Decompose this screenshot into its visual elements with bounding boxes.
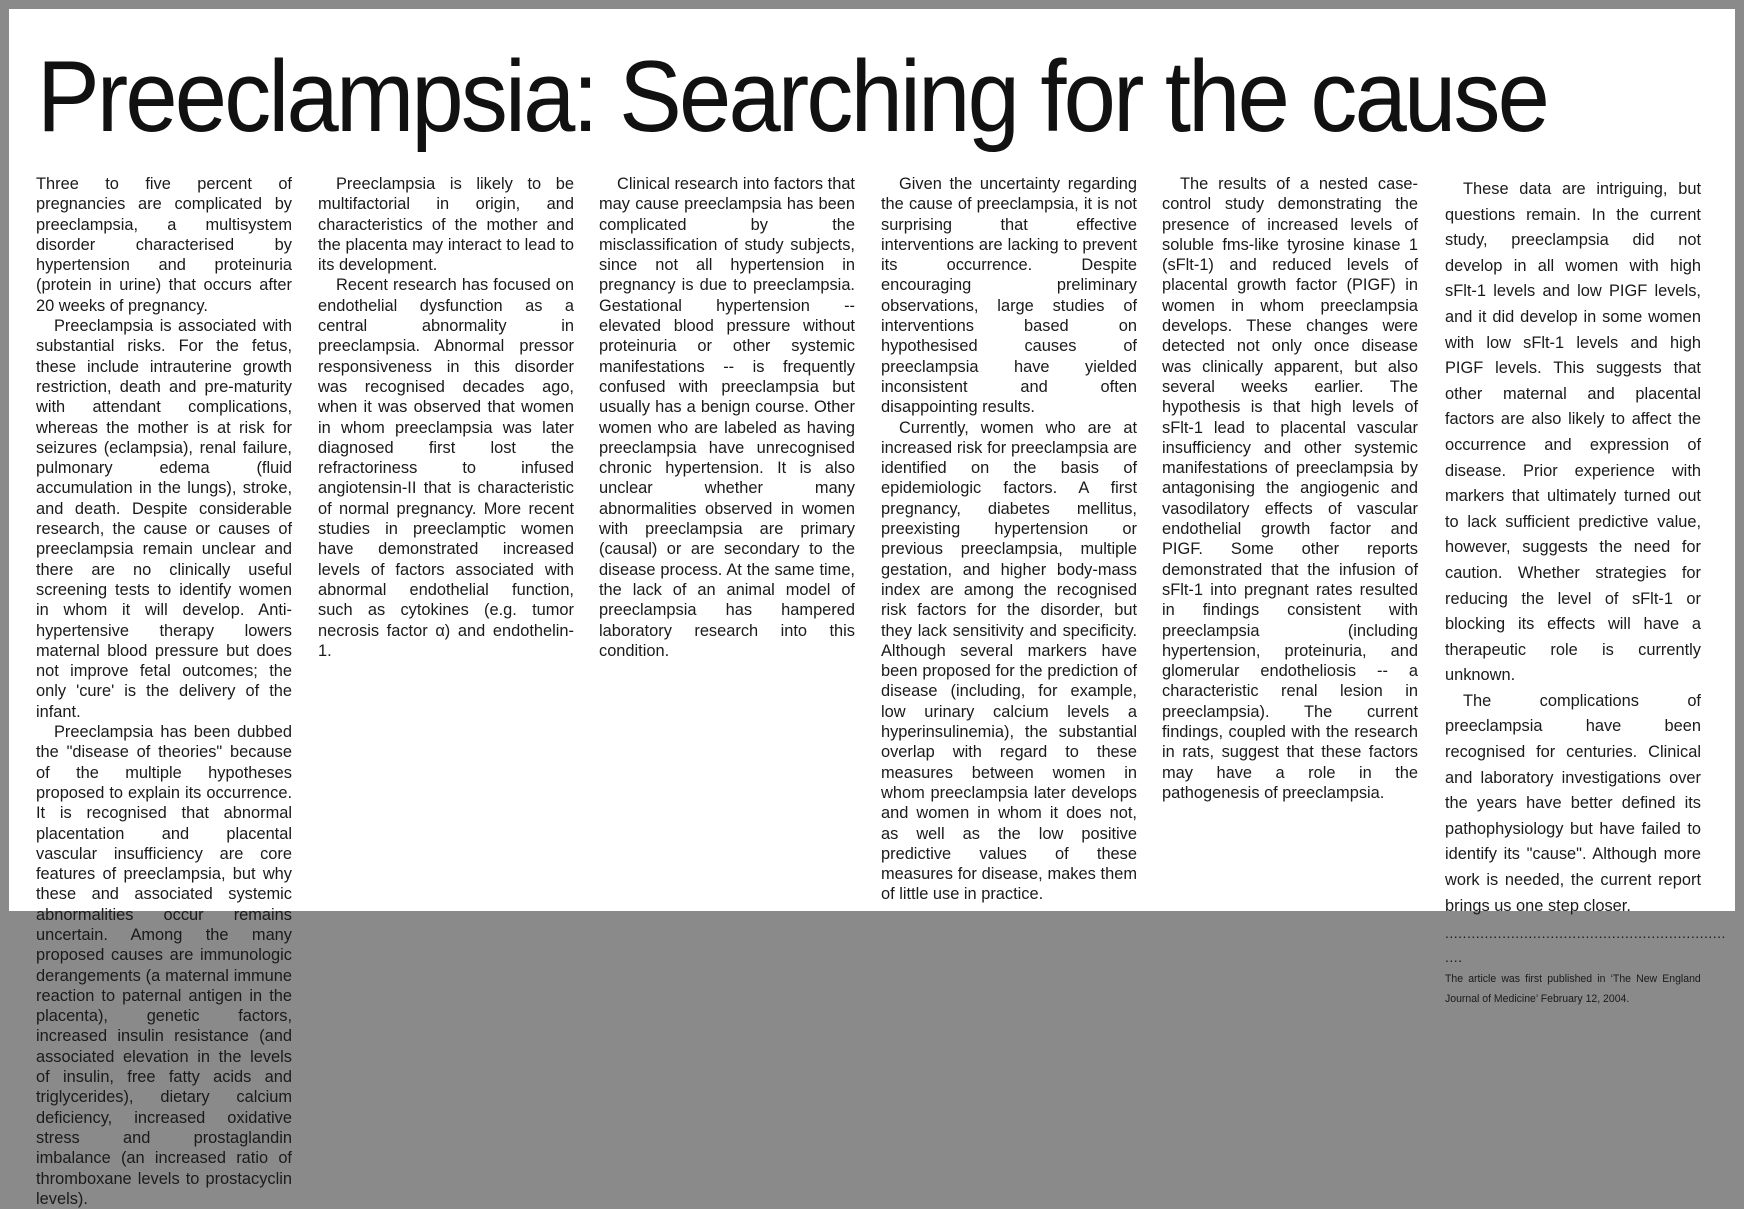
newspaper-page — [9, 9, 1735, 1208]
article-column-2 — [318, 174, 574, 661]
article-paragraph: Currently, women who are at increased risk for preeclampsia are identified on the basis of epidemiologic factors. A first pregnancy, diabetes mellitus, preexisting hypertension or previous preeclampsia, multiple gestation, and higher body-mass index are among the recognised risk factors for the disorder, but they lack sensitivity and specificity. Although several markers have been proposed for the prediction of disease (including, for example, low urinary calcium levels a hyperinsulinemia), the substantial overlap with regard to these measures between women in whom preeclampsia later develops and women in whom it does not, as well as the low positive predictive values of these measures for disease, makes them of little use in practice. — [881, 418, 1137, 904]
article-paragraph: Recent research has focused on endothelial dysfunction as a central abnormality in preeclampsia. Abnormal pressor responsiveness in this disorder was recognised decades ago, when it was observed that women in whom preeclampsia was later diagnosed first lost the refractoriness to infused angiotensin-II that is characteristic of normal pregnancy. More recent studies in preeclamptic women have demonstrated increased levels of factors associated with abnormal endothelial function, such as cytokines (e.g. tumor necrosis factor α) and endothelin-1. — [318, 276, 574, 660]
article-paragraph: Clinical research into factors that may cause preeclampsia has been complicated by the misclassification of study subjects, since not all hypertension in pregnancy is due to preeclampsia. Gestational hypertension -- elevated blood pressure without proteinuria or other systemic manifestations -- is frequently confused with preeclampsia but usually has a benign course. Other women who are labeled as having preeclampsia have unrecognised chronic hypertension. It is also unclear whether many abnormalities observed in women with preeclampsia are primary (causal) or are secondary to the disease process. At the same time, the lack of an animal model of preeclampsia has hampered laboratory research into this condition. — [599, 175, 855, 660]
article-column-6 — [1445, 177, 1726, 1009]
article-column-4 — [881, 174, 1137, 905]
article-column-5 — [1162, 174, 1418, 803]
article-column-1 — [36, 174, 292, 1209]
article-paragraph: Given the uncertainty regarding the cause of preeclampsia, it is not surprising that effective interventions are lacking to prevent its occurrence. Despite encouraging preliminary observations, large studies of interventions based on hypothesised causes of preeclampsia have yielded inconsistent and often disappointing results. — [881, 175, 1137, 417]
dotted-divider: ................................................................ — [1445, 925, 1726, 942]
article-title: Preeclampsia: Searching for the cause — [37, 41, 1548, 153]
dotted-divider-tail: .... — [1445, 949, 1463, 966]
article-paragraph: Three to five percent of pregnancies are complicated by preeclampsia, a multisystem disorder characterised by hypertension and proteinuria (protein in urine) that occurs after 20 weeks of pregnancy. — [36, 175, 292, 315]
article-paragraph: Preeclampsia has been dubbed the "disease of theories" because of the multiple hypotheses proposed to explain its occurrence. It is recognised that abnormal placentation and placental vascular insufficiency are core features of preeclampsia, but why these and associated systemic abnormalities occur remains uncertain. Among the many proposed causes are immunologic derangements (a maternal immune reaction to paternal antigen in the placenta), genetic factors, increased insulin resistance (and associated elevation in the levels of insulin, free fatty acids and triglycerides), dietary calcium deficiency, increased oxidative stress and prostaglandin imbalance (an increased ratio of thromboxane levels to prostacyclin levels). — [36, 723, 292, 1208]
article-paragraph: The results of a nested case-control study demonstrating the presence of increased levels of soluble fms-like tyrosine kinase 1 (sFlt-1) and reduced levels of placental growth factor (PIGF) in women in whom preeclampsia develops. These changes were detected not only once disease was clinically apparent, but also several weeks earlier. The hypothesis is that high levels of sFlt-1 lead to placental vascular insufficiency and other systemic manifestations of preeclampsia by antagonising the angiogenic and vasodilatory effects of vascular endothelial growth factor and PIGF. Some other reports demonstrated that the infusion of sFlt-1 into pregnant rates resulted in findings consistent with preeclampsia (including hypertension, proteinuria, and glomerular endotheliosis -- a characteristic renal lesion in preeclampsia). The current findings, coupled with the research in rats, suggest that these factors may have a role in the pathogenesis of preeclampsia. — [1162, 175, 1418, 802]
article-paragraph: Preeclampsia is associated with substantial risks. For the fetus, these include intrauterine growth restriction, death and pre-maturity with attendant complications, whereas the mother is at risk for seizures (eclampsia), renal failure, pulmonary edema (fluid accumulation in the lungs), stroke, and death. Despite considerable research, the cause or causes of preeclampsia remain unclear and there are no clinically useful screening tests to identify women in whom it will develop. Anti-hypertensive therapy lowers maternal blood pressure but does not improve fetal outcomes; the only 'cure' is the delivery of the infant. — [36, 317, 292, 721]
article-paragraph: Preeclampsia is likely to be multifactorial in origin, and characteristics of the mother and the placenta may interact to lead to its development. — [318, 175, 574, 275]
article-paragraph: The complications of preeclampsia have been recognised for centuries. Clinical and laboratory investigations over the years have better defined its pathophysiology but have failed to identify its "cause". Although more work is needed, the current report brings us one step closer. — [1445, 691, 1701, 915]
article-column-3 — [599, 174, 855, 661]
publication-credit: The article was first published in ‘The New England Journal of Medicine’ February 12, 2004. — [1445, 973, 1701, 1006]
article-paragraph: These data are intriguing, but questions remain. In the current study, preeclampsia did not develop in all women with high sFlt-1 levels and low PIGF levels, and it did develop in some women with low sFlt-1 levels and high PIGF levels. This suggests that other maternal and placental factors are also likely to affect the occurrence and expression of disease. Prior experience with markers that ultimately turned out to lack sufficient predictive value, however, suggests the need for caution. Whether strategies for reducing the level of sFlt-1 or blocking its effects will have a therapeutic role is currently unknown. — [1445, 180, 1701, 685]
